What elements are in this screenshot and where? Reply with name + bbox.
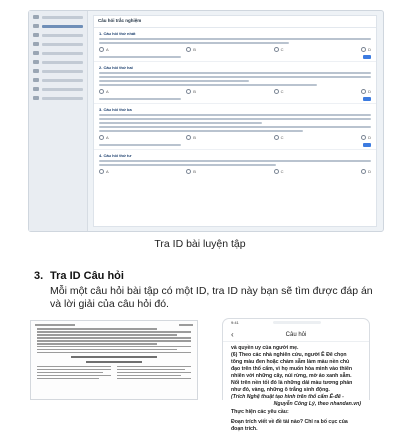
question-text-line: đoạn trích. bbox=[231, 426, 258, 432]
document-scan-image bbox=[30, 320, 198, 400]
question-title: 3. Câu hỏi thứ ba bbox=[99, 107, 132, 112]
screenshot-sidebar bbox=[29, 11, 88, 231]
sidebar-row bbox=[33, 86, 83, 92]
question-text bbox=[223, 342, 369, 433]
question-text-line: đạo trên thổ cẩm, vì họ muốn hòa mình vào thiên bbox=[231, 366, 353, 372]
section-heading bbox=[34, 270, 124, 282]
answer-option[interactable]: B bbox=[186, 169, 196, 174]
question-text-line: Đoạn trích viết về đề tài nào? Chỉ ra bố cục của bbox=[231, 419, 348, 425]
sidebar-row bbox=[33, 59, 83, 65]
answer-option[interactable]: A bbox=[99, 47, 109, 52]
sidebar-row bbox=[33, 68, 83, 74]
sidebar-row bbox=[33, 50, 83, 56]
phone-header-title: Câu hỏi bbox=[285, 332, 307, 338]
detail-button[interactable] bbox=[363, 97, 371, 101]
question-title: 1. Câu hỏi thứ nhất bbox=[99, 31, 136, 36]
answer-option[interactable]: C bbox=[274, 169, 284, 174]
question-title: 2. Câu hỏi thứ hai bbox=[99, 65, 133, 70]
phone-screenshot bbox=[222, 318, 370, 432]
question-text-line: (6) Theo các nhà nghiên cứu, người Ê Đê chọn bbox=[231, 352, 347, 358]
sidebar-row bbox=[33, 14, 83, 20]
panel-title: Câu hỏi trắc nghiệm bbox=[94, 16, 376, 28]
question-text-line: nhiên với những cây, núi rừng, mờ ảo xanh sẫm. bbox=[231, 373, 352, 379]
answer-option[interactable]: B bbox=[186, 135, 196, 140]
answer-option[interactable]: D bbox=[361, 135, 371, 140]
question-card bbox=[94, 104, 376, 150]
phone-header bbox=[223, 329, 369, 342]
answer-option[interactable]: B bbox=[186, 89, 196, 94]
answer-option[interactable]: D bbox=[361, 47, 371, 52]
question-title: 4. Câu hỏi thứ tư bbox=[99, 153, 132, 158]
back-arrow-icon[interactable]: ‹ bbox=[231, 330, 234, 339]
question-text-line: như đỏ, vàng, những ô trắng sinh động. bbox=[231, 387, 330, 393]
question-text-line: Nổi trên nền tối đó là những dải màu tương phản bbox=[231, 380, 353, 386]
answer-option[interactable]: A bbox=[99, 89, 109, 94]
sidebar-row bbox=[33, 77, 83, 83]
sidebar-row bbox=[33, 32, 83, 38]
practice-screenshot bbox=[28, 10, 384, 232]
answer-option[interactable]: C bbox=[274, 135, 284, 140]
question-card bbox=[94, 62, 376, 104]
answer-option[interactable]: A bbox=[99, 169, 109, 174]
detail-button[interactable] bbox=[363, 143, 371, 147]
section-body: Mỗi một câu hỏi bài tập có một ID, tra ID này bạn sẽ tìm được đáp án và lời giải của câu hỏi đó. bbox=[50, 285, 373, 310]
question-text-line: tông màu đen hoặc chàm sẫm làm màu nền chủ bbox=[231, 359, 350, 365]
detail-button[interactable] bbox=[363, 55, 371, 59]
answer-option[interactable]: C bbox=[274, 89, 284, 94]
sidebar-row bbox=[33, 95, 83, 101]
section-number: 3. bbox=[34, 270, 44, 282]
question-text-line: Nguyễn Công Lý, theo nhandan.vn) bbox=[273, 401, 361, 407]
screenshot-question-panel bbox=[93, 15, 377, 227]
status-bar bbox=[223, 319, 369, 329]
section-title: Tra ID Câu hỏi bbox=[50, 270, 124, 282]
question-text-line: Thực hiện các yêu cầu: bbox=[231, 409, 289, 415]
answer-option[interactable]: B bbox=[186, 47, 196, 52]
question-text-line: (Trích Nghệ thuật tạo hình trên thổ cẩm Ê-đê - bbox=[231, 394, 344, 400]
sidebar-row bbox=[33, 41, 83, 47]
question-card bbox=[94, 150, 376, 176]
figure-caption: Tra ID bài luyện tập bbox=[154, 238, 246, 250]
question-text-line: và quyền uy của người mẹ. bbox=[231, 345, 299, 351]
sidebar-row bbox=[33, 23, 83, 29]
answer-option[interactable]: A bbox=[99, 135, 109, 140]
question-card bbox=[94, 28, 376, 62]
answer-option[interactable]: D bbox=[361, 89, 371, 94]
status-time: 9:41 bbox=[231, 320, 239, 325]
answer-option[interactable]: D bbox=[361, 169, 371, 174]
answer-option[interactable]: C bbox=[274, 47, 284, 52]
